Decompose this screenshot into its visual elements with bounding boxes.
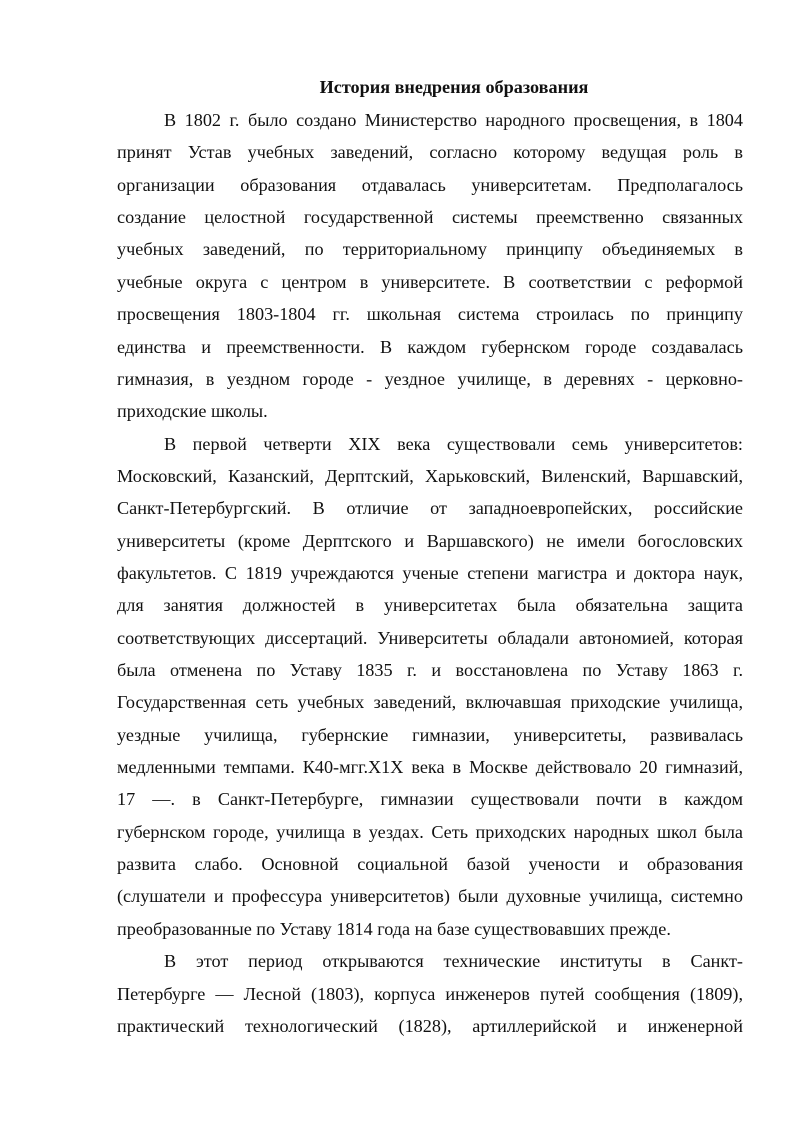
text-line: единства и преемственности. В каждом губернском городе создавалась xyxy=(117,336,743,357)
document-title: История внедрения образования xyxy=(319,77,589,97)
text-line: приходские школы. xyxy=(117,401,268,422)
text-line: Московский, Казанский, Дерптский, Харьковский, Виленский, Варшавский, xyxy=(117,465,743,486)
text-line: Петербурге — Лесной (1803), корпуса инженеров путей сообщения (1809), xyxy=(117,983,743,1004)
text-line: создание целостной государственной системы преемственно связанных xyxy=(117,207,743,228)
text-line: В первой четверти XIX века существовали семь университетов: xyxy=(164,433,743,454)
text-line: развита слабо. Основной социальной базой учености и образования xyxy=(117,854,743,875)
text-line: была отменена по Уставу 1835 г. и восстановлена по Уставу 1863 г. xyxy=(117,660,743,680)
text-line: учебные округа с центром в университете. В соответствии с реформой xyxy=(117,271,743,292)
text-line: (слушатели и профессура университетов) были духовные училища, системно xyxy=(117,886,743,907)
text-line: 17 —. в Санкт-Петербурге, гимназии существовали почти в каждом xyxy=(117,789,743,810)
text-line: В 1802 г. было создано Министерство народного просвещения, в 1804 xyxy=(164,110,743,130)
text-line: практический технологический (1828), артиллерийской и инженерной xyxy=(117,1015,743,1036)
text-line: Государственная сеть учебных заведений, включавшая приходские училища, xyxy=(117,692,743,713)
text-line: университеты (кроме Дерптского и Варшавского) не имели богословских xyxy=(117,530,743,551)
text-line: Санкт-Петербургский. В отличие от западноевропейских, российские xyxy=(117,498,743,519)
text-line: медленными темпами. К40-мгг.Х1Х века в Москве действовало 20 гимназий, xyxy=(117,757,743,777)
text-line: преобразованные по Уставу 1814 года на базе существовавших прежде. xyxy=(117,918,671,939)
text-line: гимназия, в уездном городе - уездное училище, в деревнях - церковно- xyxy=(117,368,743,389)
text-line: В этот период открываются технические институты в Санкт- xyxy=(164,951,743,972)
text-line: просвещения 1803-1804 гг. школьная система строилась по принципу xyxy=(117,304,743,325)
text-line: принят Устав учебных заведений, согласно которому ведущая роль в xyxy=(117,142,743,163)
text-line: организации образования отдавалась университетам. Предполагалось xyxy=(117,174,743,195)
text-line: факультетов. С 1819 учреждаются ученые степени магистра и доктора наук, xyxy=(117,562,743,583)
text-line: учебных заведений, по территориальному принципу объединяемых в xyxy=(117,239,743,260)
text-line: уездные училища, губернские гимназии, университеты, развивалась xyxy=(117,724,743,745)
text-line: для занятия должностей в университетах была обязательна защита xyxy=(117,595,743,616)
text-line: губернском городе, училища в уездах. Сеть приходских народных школ была xyxy=(117,821,743,842)
text-line: соответствующих диссертаций. Университеты обладали автономией, которая xyxy=(117,627,743,648)
